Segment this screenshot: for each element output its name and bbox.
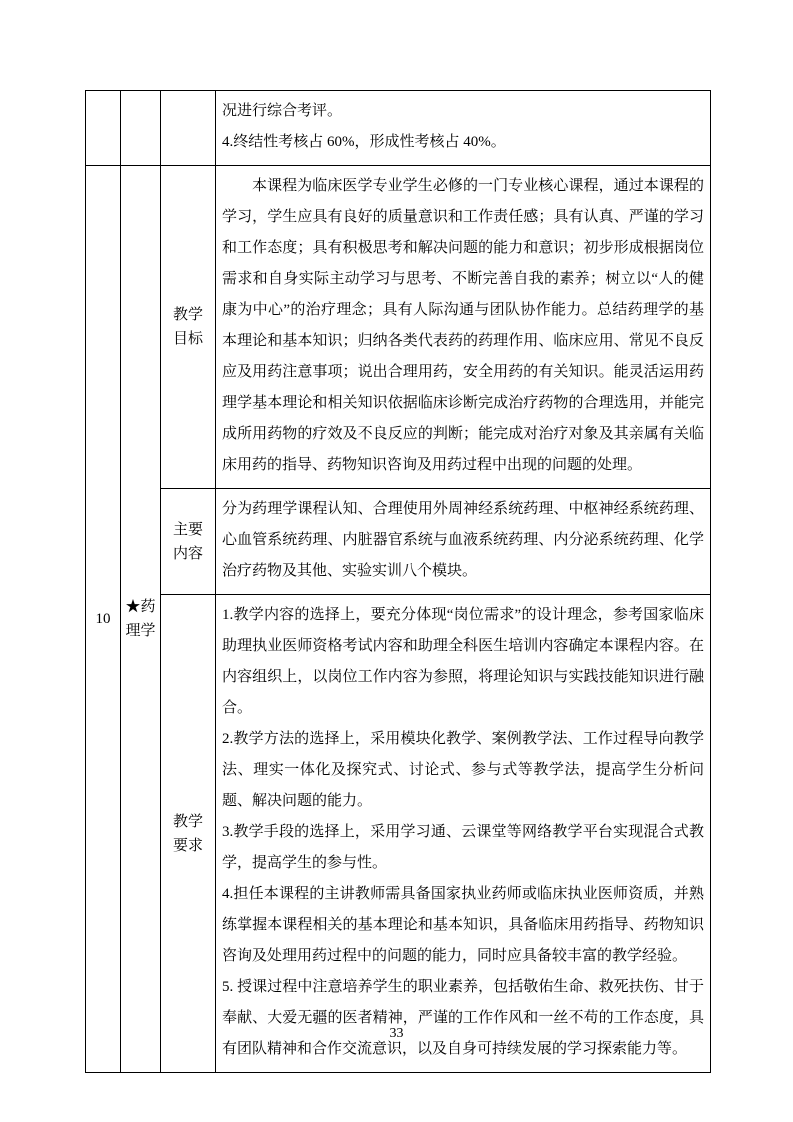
objectives-content-cell — [216, 166, 710, 488]
requirements-label-cell — [161, 595, 216, 1072]
empty-number-cell — [86, 91, 121, 165]
requirements-paragraph-1: 1.教学内容的选择上，要充分体现“岗位需求”的设计理念，参考国家临床助理执业医师资格考试内容和助理全科医生培训内容确定本课程内容。在内容组织上，以岗位工作内容为参照，将理论知识与实践技能知识进行融合。 — [222, 607, 704, 716]
main-content-paragraph: 分为药理学课程认知、合理使用外周神经系统药理、中枢神经系统药理、心血管系统药理、内脏器官系统与血液系统药理、内分泌系统药理、化学治疗药物及其他、实验实训八个模块。 — [222, 501, 704, 579]
section-main-content — [161, 488, 710, 594]
requirements-paragraph-2: 2.教学方法的选择上，采用模块化教学、案例教学法、工作过程导向教学法、理实一体化及探究式、讨论式、参与式等教学法，提高学生分析问题、解决问题的能力。 — [222, 731, 704, 809]
requirements-content-cell — [216, 595, 710, 1072]
course-name: ★药理学 — [125, 599, 156, 639]
course-row — [86, 166, 710, 1072]
objectives-label: 教学目标 — [172, 307, 203, 347]
continuation-line-2: 4.终结性考核占 60%，形成性考核占 40%。 — [222, 134, 506, 150]
requirements-paragraph-3: 3.教学手段的选择上，采用学习通、云课堂等网络教学平台实现混合式教学，提高学生的参与性。 — [222, 824, 704, 871]
empty-course-cell — [121, 91, 161, 165]
course-number-cell — [86, 166, 121, 1072]
section-teaching-objectives — [161, 166, 710, 488]
section-teaching-requirements — [161, 594, 710, 1072]
objectives-paragraph: 本课程为临床医学专业学生必修的一门专业核心课程，通过本课程的学习，学生应具有良好的质量意识和工作责任感；具有认真、严谨的学习和工作态度；具有积极思考和解决问题的能力和意识；初步形成根据岗位需求和自身实际主动学习与思考、不断完善自我的素养；树立以“人的健康为中心”的治疗理念；具有人际沟通与团队协作能力。总结药理学的基本理论和基本知识；归纳各类代表药的药理作用、临床应用、常见不良反应及用药注意事项；说出合理用药，安全用药的有关知识。能灵活运用药理学基本理论和相关知识依据临床诊断完成治疗药物的合理选用，并能完成所用药物的疗效及不良反应的判断；能完成对治疗对象及其亲属有关临床用药的指导、药物知识咨询及用药过程中出现的问题的处理。 — [222, 178, 704, 473]
main-content-content-cell — [216, 489, 710, 594]
empty-label-cell — [161, 91, 216, 165]
course-sections — [161, 166, 710, 1072]
course-table — [85, 90, 711, 1073]
objectives-label-cell — [161, 166, 216, 488]
continuation-row — [86, 91, 710, 166]
main-content-label-cell — [161, 489, 216, 594]
requirements-label: 教学要求 — [172, 813, 203, 854]
page-number: 33 — [389, 1026, 404, 1041]
course-number: 10 — [95, 610, 111, 627]
continuation-content-cell — [216, 91, 710, 165]
course-name-cell — [121, 166, 161, 1072]
main-content-label: 主要内容 — [172, 521, 203, 562]
requirements-paragraph-4: 4.担任本课程的主讲教师需具备国家执业药师或临床执业医师资质，并熟练掌握本课程相关的基本理论和基本知识，具备临床用药指导、药物知识咨询及处理用药过程中的问题的能力，同时应具备较丰富的教学经验。 — [222, 886, 704, 964]
continuation-line-1: 况进行综合考评。 — [222, 103, 343, 119]
requirements-paragraph-5: 5. 授课过程中注意培养学生的职业素养，包括敬佑生命、救死扶伤、甘于奉献、大爱无疆的医者精神，严谨的工作作风和一丝不苟的工作态度，具有团队精神和合作交流意识，以及自身可持续发展的学习探索能力等。 — [222, 979, 704, 1057]
